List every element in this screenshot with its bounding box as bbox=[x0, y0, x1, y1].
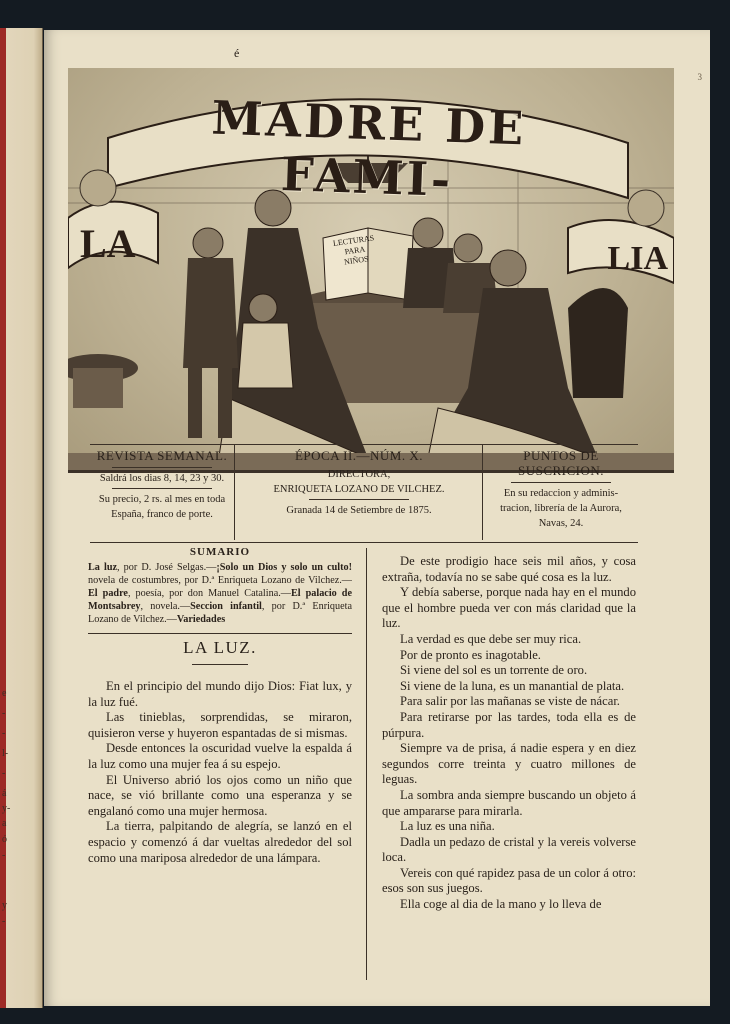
margin-fragment: y bbox=[2, 900, 7, 911]
summary-item-text: , por D.ª Enriqueta Lozano de Vilchez.— bbox=[88, 601, 352, 625]
margin-fragment: - bbox=[2, 728, 6, 739]
underline bbox=[309, 499, 409, 500]
article-paragraph: Para salir por las mañanas se viste de nácar. bbox=[400, 694, 620, 709]
director-label: DIRECTORA, bbox=[327, 469, 391, 480]
masthead-illustration bbox=[68, 68, 674, 473]
margin-fragment: - bbox=[2, 768, 6, 779]
margin-fragment: l- bbox=[2, 748, 9, 759]
article-paragraph: Siempre va de prisa, á nadie espera y en diez segundos corre treinta y cuatro millones de leguas. bbox=[382, 741, 636, 787]
binding-edge bbox=[0, 28, 9, 1008]
page-mark: é bbox=[234, 46, 240, 60]
margin-fragment: e bbox=[2, 688, 7, 699]
article-paragraph: Y debía saberse, porque nada hay en el mundo que el hombre pueda ver con más claridad que la luz. bbox=[382, 585, 636, 631]
margin-fragment: - bbox=[2, 850, 6, 861]
article-paragraph: En el principio del mundo dijo Dios: Fiat lux, y la luz fué. bbox=[88, 679, 352, 709]
publication-type: REVISTA SEMANAL. bbox=[96, 448, 228, 463]
article-paragraph: Por de pronto es inagotable. bbox=[400, 647, 541, 662]
article-paragraph: Para retirarse por las tardes, toda ella es de púrpura. bbox=[382, 709, 636, 740]
masthead-bottom-rule bbox=[90, 542, 638, 543]
issue-number: ÉPOCA II.—NÚM. X. bbox=[294, 448, 424, 463]
article-paragraph: Ella coge al dia de la mano y lo lleva de bbox=[400, 897, 602, 912]
left-column bbox=[88, 546, 352, 866]
summary-item-text: , novela.— bbox=[140, 601, 191, 612]
article-paragraph: Dadla un pedazo de cristal y la vereis volverse loca. bbox=[382, 834, 636, 865]
margin-fragment: a bbox=[2, 818, 7, 829]
column-divider bbox=[366, 548, 367, 980]
article-paragraph: Desde entonces la oscuridad vuelve la espalda á la luz como una mujer fea á su espejo. bbox=[88, 741, 352, 771]
right-column bbox=[382, 554, 636, 913]
masthead-separator bbox=[482, 444, 483, 540]
summary-item-text: , por D. José Selgas.— bbox=[117, 562, 217, 573]
subscription-line: En su redaccion y adminis- bbox=[503, 488, 619, 499]
masthead-title-left: LA bbox=[80, 221, 136, 266]
book-text-line: LECTURAS bbox=[332, 233, 375, 248]
book-text-line: PARA bbox=[344, 244, 366, 257]
masthead-title: MADRE DE FAMI- bbox=[210, 90, 528, 207]
subscription-line: tracion, librería de la Aurora, bbox=[500, 503, 622, 514]
margin-fragment: á bbox=[2, 788, 7, 799]
price-line: España, franco de porte. bbox=[111, 509, 213, 520]
price-line: Su precio, 2 rs. al mes en toda bbox=[98, 494, 226, 505]
summary-item-title: El padre bbox=[88, 588, 128, 599]
issue-date: Granada 14 de Setiembre de 1875. bbox=[286, 505, 432, 516]
article-paragraph: Si viene de la luna, es un manantial de plata. bbox=[400, 678, 625, 693]
summary-item-title: ¡Solo un Dios y solo un culto! bbox=[216, 562, 352, 573]
article-paragraph: La verdad es que debe ser muy rica. bbox=[400, 631, 582, 646]
summary-item-text: novela de costumbres, por D.ª Enriqueta Lozano de Vilchez.— bbox=[88, 575, 352, 586]
margin-fragment: - bbox=[2, 916, 6, 927]
masthead-title-right: LIA bbox=[607, 240, 668, 277]
margin-fragment: y- bbox=[2, 803, 11, 814]
book-text-line: NIÑOS bbox=[343, 254, 370, 267]
masthead-separator bbox=[234, 444, 235, 540]
summary-item-title: La luz bbox=[88, 562, 118, 573]
summary-contents bbox=[88, 561, 352, 626]
page-number: 3 bbox=[697, 72, 702, 82]
margin-fragment: ó bbox=[2, 834, 7, 845]
masthead-left-column bbox=[90, 448, 234, 522]
masthead-top-rule bbox=[90, 444, 638, 445]
article-paragraph: Las tinieblas, sorprendidas, se miraron, quisieron verse y huyeron espantadas de si mismas. bbox=[88, 710, 352, 740]
article-paragraph: El Universo abrió los ojos como un niño que nace, se vió brillante como una esperanza y se engalanó como una mujer hermosa. bbox=[88, 772, 352, 818]
article-title: LA LUZ. bbox=[183, 638, 257, 657]
summary-item-title: El palacio de Montsabrey bbox=[88, 588, 352, 612]
summary-item-text: , poesía, por don Manuel Catalina.— bbox=[127, 588, 291, 599]
underline bbox=[112, 488, 212, 489]
masthead-right-column bbox=[484, 448, 638, 531]
director-name: ENRIQUETA LOZANO DE VILCHEZ. bbox=[273, 484, 445, 495]
article-paragraph: Vereis con qué rapidez pasa de un color á otro: esos son sus juegos. bbox=[382, 865, 636, 896]
article-paragraph: La sombra anda siempre buscando un objeto á que ampararse para mirarla. bbox=[382, 787, 636, 818]
title-underline bbox=[192, 664, 248, 665]
masthead-center-column bbox=[236, 448, 482, 518]
publication-schedule: Saldrá los dias 8, 14, 23 y 30. bbox=[99, 473, 225, 484]
previous-page-edge bbox=[0, 28, 43, 1008]
article-paragraph: Si viene del sol es un torrente de oro. bbox=[400, 663, 588, 678]
margin-fragment: - bbox=[2, 708, 6, 719]
summary-item-title: Variedades bbox=[176, 614, 226, 625]
article-paragraph: La tierra, palpitando de alegría, se lanzó en el espacio y comenzó á dar vueltas alrededor del sol como una mariposa alrededor de una lámpara. bbox=[88, 819, 352, 865]
section-rule bbox=[88, 633, 352, 634]
underline bbox=[112, 467, 212, 468]
article-paragraph: La luz es una niña. bbox=[400, 819, 495, 834]
summary-title: SUMARIO bbox=[189, 546, 251, 558]
subscription-line: Navas, 24. bbox=[538, 518, 584, 529]
subscription-heading: PUNTOS DE SUSCRICION. bbox=[517, 448, 605, 478]
summary-item-title: Seccion infantil bbox=[190, 601, 262, 612]
article-paragraph: De este prodigio hace seis mil años, y cosa extraña, todavía no se sabe qué cosa es la luz. bbox=[382, 554, 636, 584]
underline bbox=[511, 482, 611, 483]
newspaper-page bbox=[44, 30, 710, 1006]
